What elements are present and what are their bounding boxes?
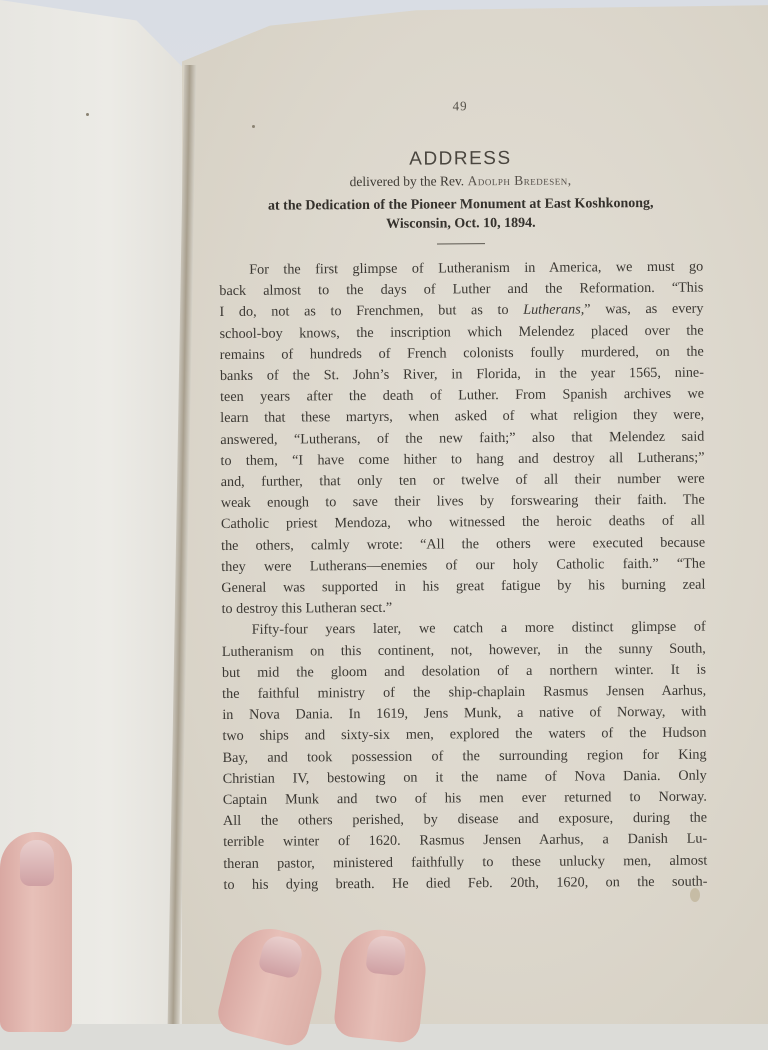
text-line: two ships and sixty-six men, explored the waters of the Hudson [222, 725, 707, 745]
fingernail [257, 933, 305, 980]
page-title: ADDRESS [409, 147, 512, 170]
printed-page [218, 97, 708, 896]
text-line: Bay, and took possession of the surrounding region for King [222, 746, 707, 766]
text-line: to his dying breath. He died Feb. 20th, 1620, on the south- [223, 873, 708, 893]
author-name: Adolph Bredesen, [467, 172, 572, 189]
page-number: 49 [452, 98, 468, 114]
paper-speck [86, 113, 89, 116]
text-line: Lutheranism on this continent, not, however, in the sunny South, [221, 640, 706, 660]
text-segment: I do, not as to Frenchmen, but as to [219, 302, 524, 321]
text-line: and, further, that only ten or twelve of all their number were [220, 470, 705, 491]
text-line: Fifty-four years later, we catch a more distinct glimpse of [251, 619, 706, 639]
text-line: For the first glimpse of Lutheranism in America, we must go [249, 258, 704, 278]
text-line: All the others perished, by disease and exposure, during the [222, 809, 708, 830]
fingernail [365, 934, 407, 976]
text-line: Catholic priest Mendoza, who witnessed the heroic deaths of all [220, 513, 706, 533]
text-line: terrible winter of 1620. Rasmus Jensen Aarhus, a Danish Lu- [223, 831, 708, 851]
occasion [219, 194, 703, 235]
text-line: learn that these martyrs, when asked of what religion they were, [220, 407, 705, 427]
occasion-line-2: Wisconsin, Oct. 10, 1894. [386, 215, 536, 232]
divider-rule [437, 243, 485, 244]
text-segment: ” was, as every [584, 301, 704, 318]
text-line [219, 299, 703, 324]
text-line: weak enough to save their lives by forswearing their faith. The [220, 491, 705, 512]
text-line: the others, calmly wrote: “All the others were executed because [221, 534, 706, 554]
text-line: General was supported in his great fatigue by his burning zeal [221, 576, 706, 597]
text-line: but mid the gloom and desolation of a northern winter. It is [221, 661, 707, 681]
occasion-line-1: at the Dedication of the Pioneer Monument at East Koshkonong, [267, 195, 654, 214]
text-line: school-boy knows, the inscription which Melendez placed over the [219, 322, 704, 342]
text-line: Captain Munk and two of his men ever returned to Norway. [222, 788, 707, 809]
text-line: in Nova Dania. In 1619, Jens Munk, a native of Norway, with [222, 703, 707, 724]
text-line: the faithful ministry of the ship-chaplain Rasmus Jensen Aarhus, [222, 682, 707, 703]
thumb-left [0, 832, 72, 1032]
paragraph-1 [219, 257, 706, 621]
text-line: Christian IV, bestowing on it the name of Nova Dania. Only [222, 767, 707, 787]
text-line: to them, “I have come hither to hang and destroy all Lutherans;” [220, 449, 705, 469]
text-line: they were Lutherans—enemies of our holy Catholic faith.” “The [221, 555, 706, 575]
text-line: banks of the St. John’s River, in Florida, in the year 1565, nine- [219, 364, 704, 385]
text-line: remains of hundreds of French colonists foully murdered, on the [219, 343, 704, 363]
italic-word: Lutherans, [523, 301, 585, 319]
text-line: theran pastor, ministered faithfully to these unlucky men, almost [223, 852, 708, 872]
text-line: to destroy this Lutheran sect.” [221, 600, 393, 618]
text-line: answered, “Lutherans, of the new faith;” also that Melendez said [220, 428, 705, 448]
byline-prefix: delivered by the Rev. [349, 173, 465, 190]
text-line: teen years after the death of Luther. From Spanish archives we [220, 385, 705, 406]
paragraph-2 [222, 617, 708, 896]
body-text [219, 257, 707, 896]
byline [219, 172, 703, 191]
fingernail [20, 840, 54, 886]
text-line: back almost to the days of Luther and the Reformation. “This [219, 279, 704, 300]
